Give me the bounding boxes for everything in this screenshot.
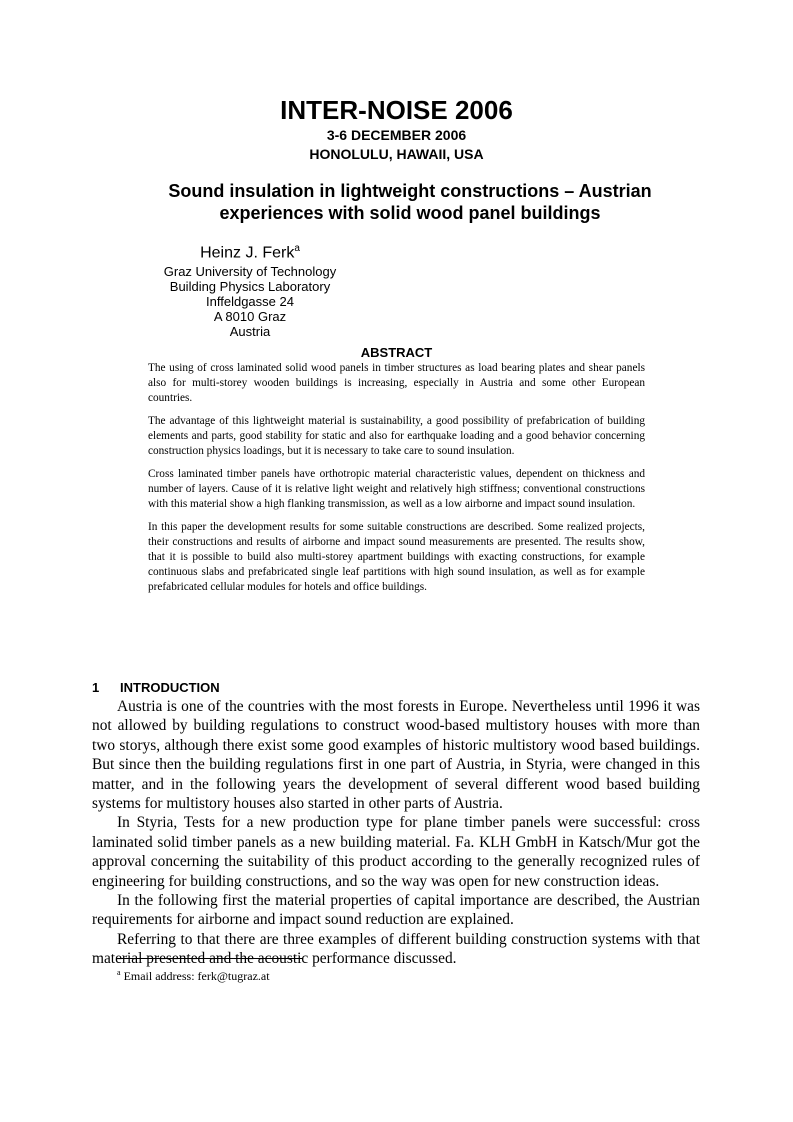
section-number: 1 bbox=[92, 680, 100, 695]
section-heading bbox=[92, 680, 220, 696]
affiliation-line: Building Physics Laboratory bbox=[169, 279, 331, 295]
conference-location: HONOLULU, HAWAII, USA bbox=[309, 146, 484, 162]
affiliation-line: Graz University of Technology bbox=[163, 264, 337, 280]
body-paragraph: Austria is one of the countries with the most forests in Europe. Nevertheless until 1996 it was not allowed by building regulations to construct wood-based multistory houses with more than two storys, although there exist some good examples of historic multistory wood based buildings. But since then the building regulations first in one part of Austria, in Styria, were changed in this matter, and in the following years the development of several different wood based building systems for multistory houses also started in other parts of Austria. bbox=[92, 698, 700, 813]
footnote-separator bbox=[117, 958, 303, 959]
author-footnote-marker: a bbox=[294, 243, 300, 254]
body-paragraph: In Styria, Tests for a new production type for plane timber panels were successful: cross laminated solid timber panels as a new building material. Fa. KLH GmbH in Katsch/Mur got the approval concerning the suitability of this product according to the generally recognized rules of engineering for building constructions, and so the way was open for new construction ideas. bbox=[92, 814, 700, 890]
body-paragraph: In the following first the material properties of capital importance are described, the Austrian requirements for airborne and impact sound reduction are explained. bbox=[92, 892, 700, 929]
conference-dates: 3-6 DECEMBER 2006 bbox=[326, 127, 467, 143]
footnote bbox=[117, 965, 270, 984]
author-block bbox=[140, 238, 360, 339]
abstract-paragraph: The using of cross laminated solid wood panels in timber structures as load bearing plates and shear panels also for multi-storey wooden buildings is increasing, especially in Austria and some other European countries. bbox=[148, 362, 645, 404]
author-name bbox=[140, 238, 360, 264]
abstract-paragraph: Cross laminated timber panels have orthotropic material characteristic values, dependent on thickness and number of layers. Cause of it is relative light weight and relatively high stiffness; conventional constructions with this material show a high flanking transmission, as well as a low airborne and impact sound insulation. bbox=[148, 468, 645, 510]
section-title: INTRODUCTION bbox=[120, 680, 220, 695]
affiliation-line: Inffeldgasse 24 bbox=[206, 294, 294, 310]
abstract-paragraph: In this paper the development results for some suitable constructions are described. Some realized projects, their constructions and results of airborne and impact sound measurements are presented. The results show, that it is possible to build also multi-storey apartment buildings with exacting constructions, for example continuous slabs and prefabricated single leaf partitions with high sound insulation, as well as for example prefabricated cellular modules for hotels and office buildings. bbox=[148, 521, 645, 593]
abstract-paragraph: The advantage of this lightweight material is sustainability, a good possibility of prefabrication of building elements and parts, good stability for static and also for earthquake loading and a good behavior concerning construction physics loadings, but it is necessary to take care to sound insulation. bbox=[148, 415, 645, 457]
introduction-body bbox=[92, 697, 700, 969]
footnote-marker: a bbox=[117, 968, 121, 977]
abstract-heading: ABSTRACT bbox=[360, 345, 433, 360]
conference-title: INTER-NOISE 2006 bbox=[280, 95, 513, 125]
footnote-email: Email address: ferk@tugraz.at bbox=[123, 969, 270, 983]
paper-title-line-2: experiences with solid wood panel buildings bbox=[219, 203, 601, 223]
body-paragraph: Referring to that there are three examples of different building construction systems with that material presented and the acoustic performance discussed. bbox=[92, 930, 700, 968]
paper-title-line-1: Sound insulation in lightweight constructions – Austrian bbox=[168, 181, 652, 201]
affiliation-line: Austria bbox=[229, 324, 271, 340]
paper-title bbox=[150, 180, 670, 224]
author-name-text: Heinz J. Ferk bbox=[200, 244, 295, 262]
affiliation-line: A 8010 Graz bbox=[213, 309, 287, 325]
abstract-body bbox=[148, 361, 645, 603]
